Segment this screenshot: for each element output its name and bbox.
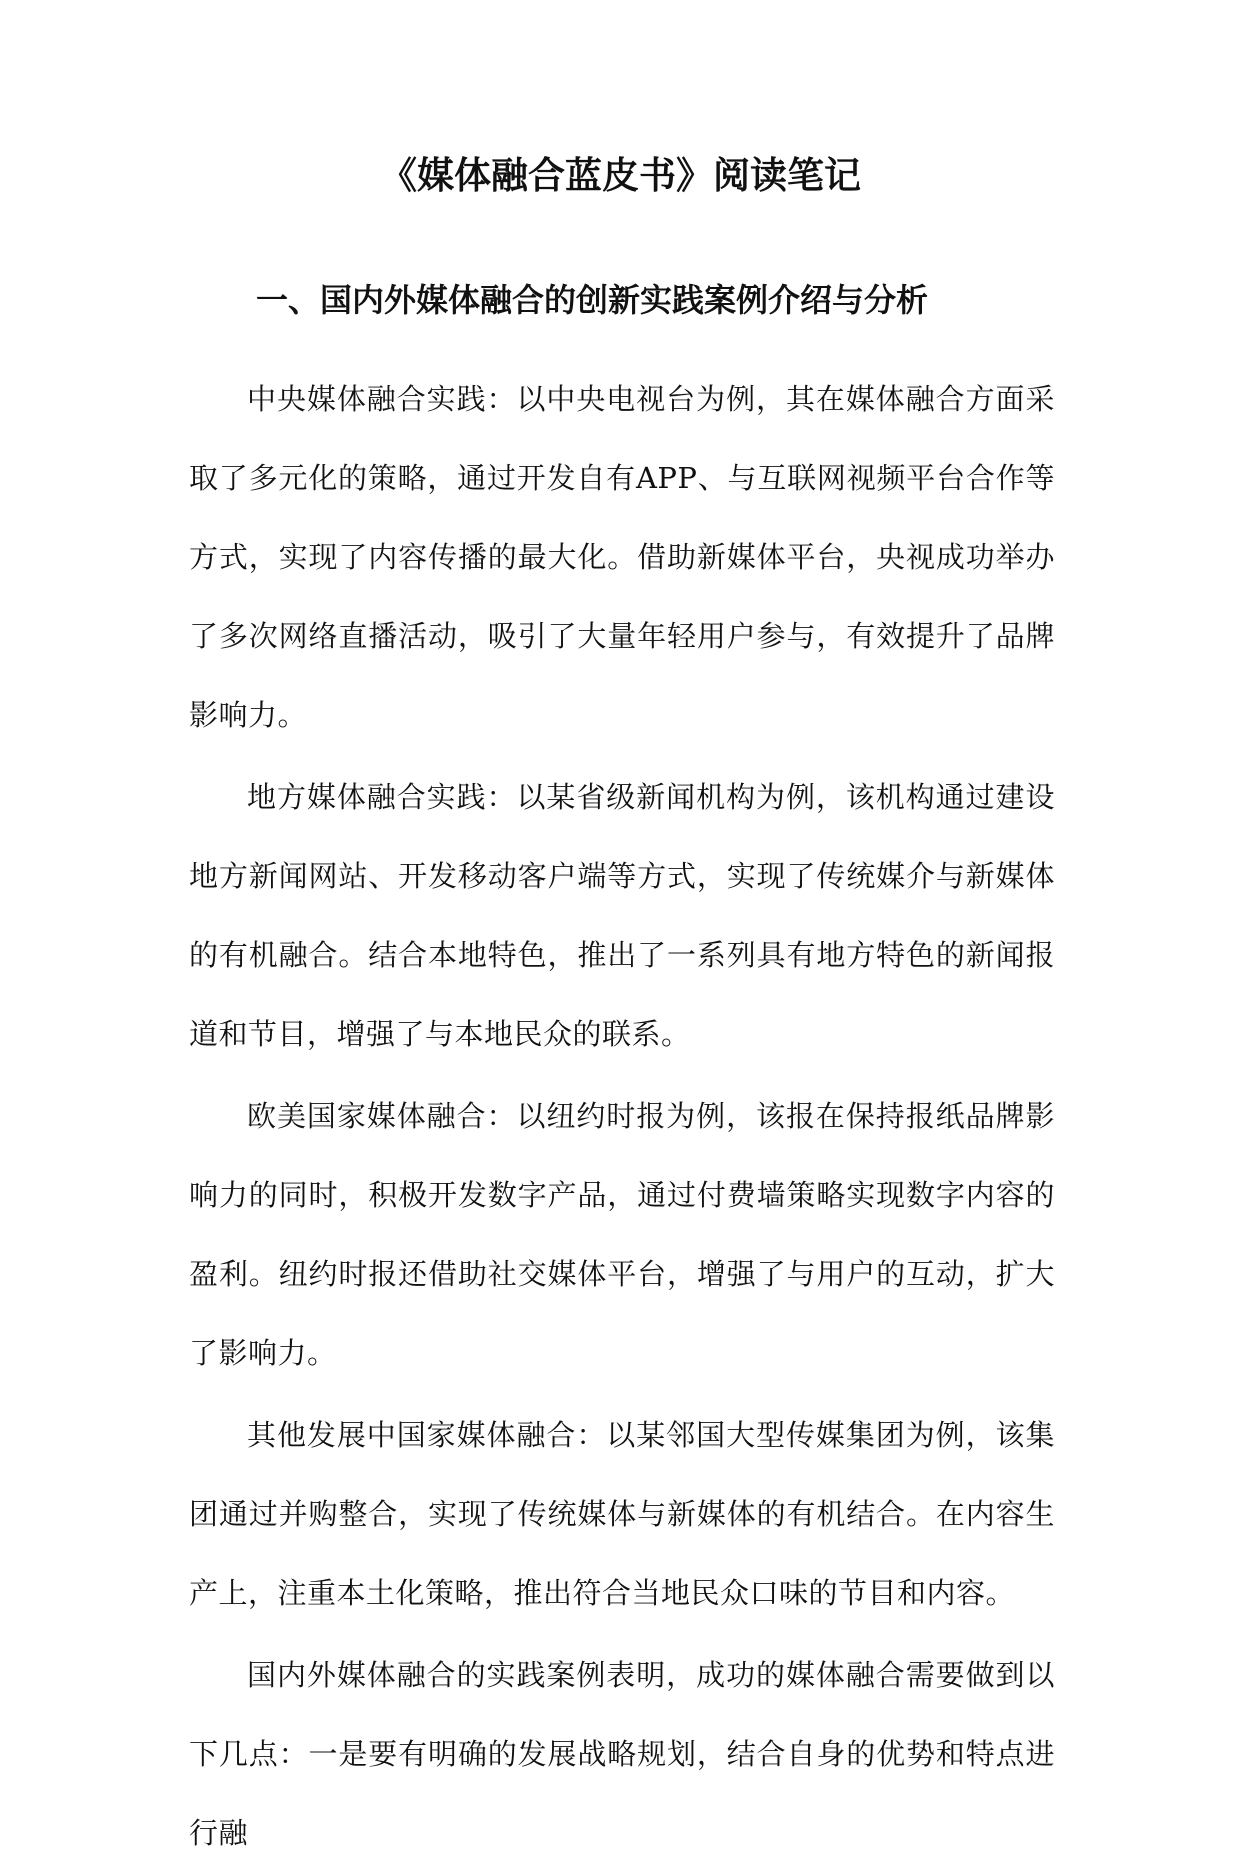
paragraph-summary: 国内外媒体融合的实践案例表明，成功的媒体融合需要做到以下几点：一是要有明确的发展战略规划，结合自身的优势和特点进行融	[189, 1658, 1055, 1850]
paragraph-western-media: 欧美国家媒体融合：以纽约时报为例，该报在保持报纸品牌影响力的同时，积极开发数字产品，通过付费墙策略实现数字内容的盈利。纽约时报还借助社交媒体平台，增强了与用户的互动，扩大了影响力。	[189, 1099, 1055, 1370]
document-title: 《媒体融合蓝皮书》阅读笔记	[380, 153, 861, 197]
paragraph-developing-media: 其他发展中国家媒体融合：以某邻国大型传媒集团为例，该集团通过并购整合，实现了传统媒体与新媒体的有机结合。在内容生产上，注重本土化策略，推出符合当地民众口味的节目和内容。	[189, 1418, 1055, 1610]
section-body	[189, 360, 1055, 1876]
paragraph-local-media: 地方媒体融合实践：以某省级新闻机构为例，该机构通过建设地方新闻网站、开发移动客户端等方式，实现了传统媒介与新媒体的有机融合。结合本地特色，推出了一系列具有地方特色的新闻报道和节目，增强了与本地民众的联系。	[189, 780, 1055, 1051]
paragraph-central-media: 中央媒体融合实践：以中央电视台为例，其在媒体融合方面采取了多元化的策略，通过开发自有APP、与互联网视频平台合作等方式，实现了内容传播的最大化。借助新媒体平台，央视成功举办了多次网络直播活动，吸引了大量年轻用户参与，有效提升了品牌影响力。	[189, 382, 1055, 732]
section-heading: 一、国内外媒体融合的创新实践案例介绍与分析	[256, 281, 929, 319]
